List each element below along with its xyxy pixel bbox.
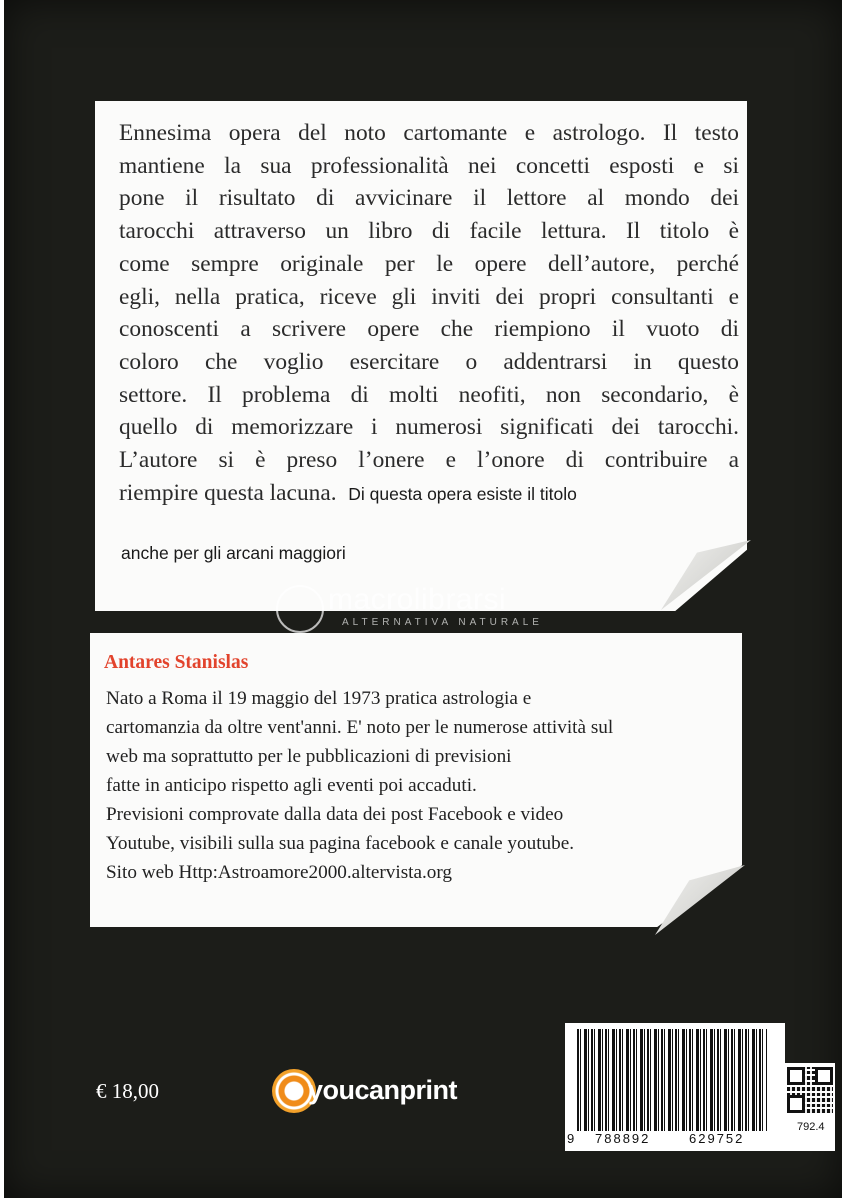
description-line: coloro che voglio esercitare o addentrarsi in questo — [119, 348, 739, 375]
author-bio — [106, 684, 726, 887]
barcode-group1: 788892 — [595, 1131, 651, 1146]
description-line: pone il risultato di avvicinare il lettore al mondo dei — [119, 185, 739, 212]
qr-code — [787, 1067, 833, 1113]
qr-finder — [787, 1095, 805, 1113]
other-title-note: Di questa opera esiste il titolo — [348, 483, 577, 504]
description-line: conoscenti a scrivere opere che riempiono il vuoto di — [119, 316, 739, 343]
watermark-tagline: ALTERNATIVA NATURALE — [342, 617, 543, 628]
description-line: mantiene la sua professionalità nei concetti esposti e si — [119, 152, 739, 179]
publisher-logo — [272, 1063, 462, 1119]
description-last-line — [119, 477, 739, 511]
publisher-name: youcanprint — [308, 1075, 458, 1105]
other-title-note-line2: anche per gli arcani maggiori — [121, 543, 346, 563]
description-line: come sempre originale per le opere dell’autore, perché — [119, 250, 739, 277]
qr-code-label — [785, 1063, 835, 1151]
isbn-barcode — [565, 1023, 785, 1151]
barcode-group2: 629752 — [689, 1131, 745, 1146]
description-text — [119, 117, 739, 510]
bio-line: Sito web Http:Astroamore2000.altervista.org — [106, 862, 453, 883]
description-line: quello di memorizzare i numerosi significati dei tarocchi. — [119, 414, 739, 441]
description-line: L’autore si è preso l’onere e l’onore di contribuire a — [119, 447, 739, 474]
description-line: tarocchi attraverso un libro di facile lettura. Il titolo è — [119, 218, 739, 245]
bio-line: Nato a Roma il 19 maggio del 1973 pratica astrologia e — [106, 688, 532, 709]
barcode-digit-first: 9 — [567, 1131, 575, 1146]
qr-finder — [815, 1067, 833, 1085]
leaf-icon — [276, 585, 324, 633]
bio-line: cartomanzia da oltre vent'anni. E' noto per le numerose attività sul — [106, 717, 614, 738]
description-line: egli, nella pratica, riceve gli inviti dei propri consultanti e — [119, 283, 739, 310]
description-line: Ennesima opera del noto cartomante e astrologo. Il testo — [119, 120, 739, 146]
description-line-end: riempire questa lacuna. — [119, 479, 337, 506]
bio-line: web ma soprattutto per le pubblicazioni di previsioni — [106, 746, 512, 767]
bio-line: Youtube, visibili sulla sua pagina facebook e canale youtube. — [106, 833, 575, 854]
qr-finder — [787, 1067, 805, 1085]
bio-line: fatte in anticipo rispetto agli eventi poi accaduti. — [106, 775, 477, 796]
price: € 18,00 — [96, 1079, 159, 1103]
barcode-bars — [577, 1029, 767, 1131]
bio-line: Previsioni comprovate dalla data dei post Facebook e video — [106, 804, 564, 825]
author-name: Antares Stanislas — [104, 652, 249, 673]
description-line: settore. Il problema di molti neofiti, non secondario, è — [119, 381, 739, 408]
watermark-name: macrolibrarsi — [328, 583, 507, 616]
qr-code-number: 792.4 — [797, 1121, 825, 1133]
macrolibrarsi-watermark — [276, 583, 576, 633]
